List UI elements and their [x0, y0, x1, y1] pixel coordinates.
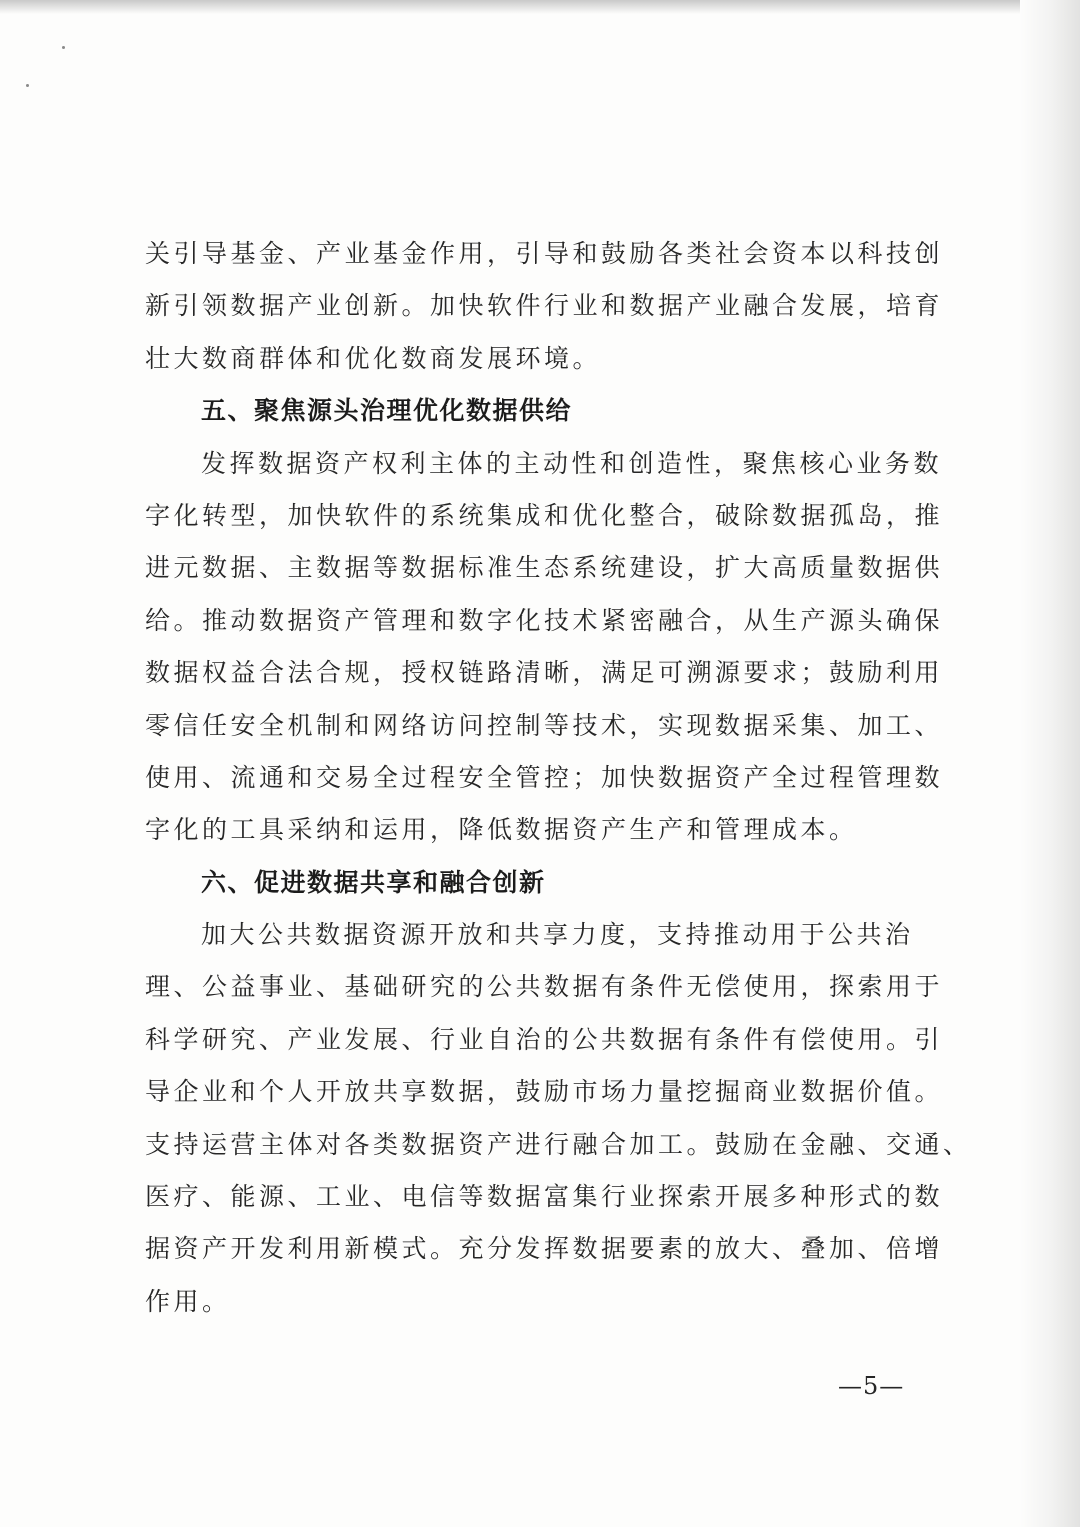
text-line: 给。推动数据资产管理和数字化技术紧密融合，从生产源头确保: [145, 605, 944, 635]
text-line: 作用。: [145, 1286, 231, 1316]
text-line: 理、公益事业、基础研究的公共数据有条件无偿使用，探索用于: [145, 972, 944, 1002]
section-heading-6: 六、促进数据共享和融合创新: [201, 867, 546, 897]
scan-speck: [62, 46, 65, 49]
text-line: 发挥数据资产权利主体的主动性和创造性，聚焦核心业务数: [201, 448, 943, 478]
text-line: 关引导基金、产业基金作用，引导和鼓励各类社会资本以科技创: [145, 239, 944, 268]
text-line: 新引领数据产业创新。加快软件行业和数据产业融合发展，培育: [145, 291, 944, 321]
text-line: 据资产开发利用新模式。充分发挥数据要素的放大、叠加、倍增: [145, 1234, 944, 1264]
text-line: 壮大数商群体和优化数商发展环境。: [145, 343, 602, 373]
text-line: 科学研究、产业发展、行业自治的公共数据有条件有偿使用。引: [145, 1024, 944, 1054]
document-body: [145, 228, 972, 1328]
text-line: 导企业和个人开放共享数据，鼓励市场力量挖掘商业数据价值。: [145, 1077, 944, 1107]
scan-speck: [26, 84, 29, 87]
text-line: 医疗、能源、工业、电信等数据富集行业探索开展多种形式的数: [145, 1182, 944, 1212]
text-line: 零信任安全机制和网络访问控制等技术，实现数据采集、加工、: [145, 710, 944, 740]
text-line: 支持运营主体对各类数据资产进行融合加工。鼓励在金融、交通、: [145, 1129, 972, 1159]
text-line: 进元数据、主数据等数据标准生态系统建设，扩大高质量数据供: [145, 553, 944, 583]
scan-right-edge: [1020, 0, 1080, 1527]
page-number: —5—: [838, 1372, 905, 1400]
text-line: 数据权益合法合规，授权链路清晰，满足可溯源要求；鼓励利用: [145, 658, 944, 688]
text-line: 字化的工具采纳和运用，降低数据资产生产和管理成本。: [145, 815, 858, 845]
text-line: 使用、流通和交易全过程安全管控；加快数据资产全过程管理数: [145, 762, 944, 792]
scan-top-edge: [0, 0, 1080, 14]
text-line: 字化转型，加快软件的系统集成和优化整合，破除数据孤岛，推: [145, 500, 944, 530]
section-heading-5: 五、聚焦源头治理优化数据供给: [201, 396, 573, 426]
text-line: 加大公共数据资源开放和共享力度，支持推动用于公共治: [201, 920, 914, 950]
